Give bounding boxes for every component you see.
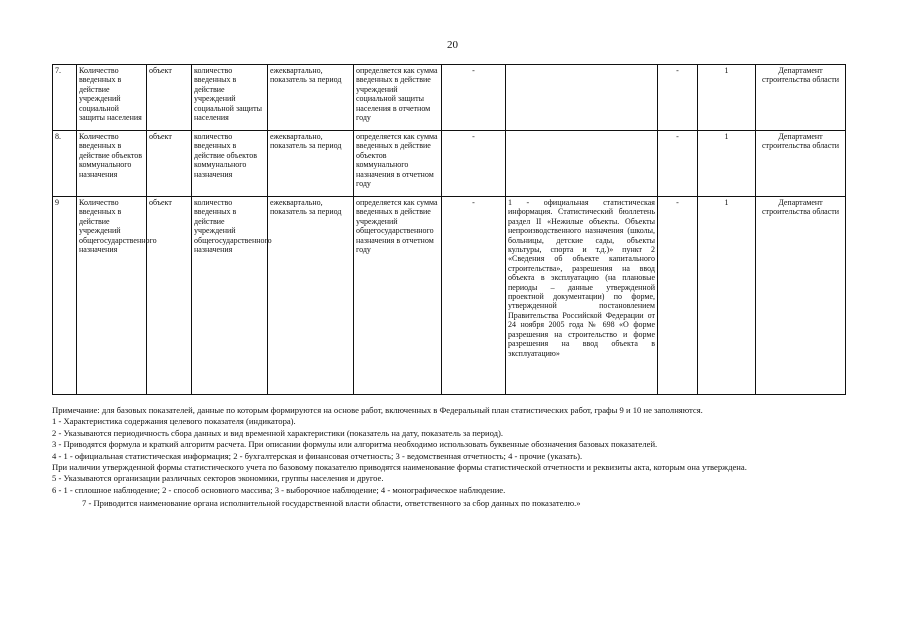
unit: объект (147, 65, 192, 131)
note-5: 5 - Указываются организации различных секторов экономики, группы населения и другое. (52, 473, 384, 484)
row-number: 8. (53, 131, 77, 197)
algorithm: определяется как сумма введенных в действие учреждений социальной защиты населения в отчетном году (354, 65, 442, 131)
base-indicators: - (442, 65, 506, 131)
definition: количество введенных в действие объектов коммунального назначения (192, 131, 268, 197)
indicators-table (52, 64, 846, 395)
indicator-name: Количество введенных в действие объектов коммунального назначения (77, 131, 147, 197)
base-indicators: - (442, 131, 506, 197)
collection-method (506, 131, 658, 197)
definition: количество введенных в действие учреждений социальной защиты населения (192, 65, 268, 131)
note-1: 1 - Характеристика содержания целевого показателя (индикатора). (52, 416, 296, 427)
algorithm: определяется как сумма введенных в действие объектов коммунального назначения в отчетном году (354, 131, 442, 197)
note-4-continued: При наличии утвержденной формы статистического учета по базовому показателю приводятся наименование формы статистической отчетности и реквизиты акта, которым она утверждена. (52, 462, 747, 473)
unit: объект (147, 131, 192, 197)
column-9: - (658, 131, 698, 197)
table-row (53, 65, 846, 131)
column-10: 1 (698, 65, 756, 131)
column-9: - (658, 65, 698, 131)
unit: объект (147, 197, 192, 395)
table-row (53, 131, 846, 197)
column-9: - (658, 197, 698, 395)
note-6: 6 - 1 - сплошное наблюдение; 2 - способ основного массива; 3 - выборочное наблюдение; 4 - монографическое наблюдение. (52, 484, 506, 495)
collection-method: 1 - официальная статистическая информация. Статистический бюллетень раздел II «Нежилые объекты. Объекты непроизводственного назначения (школы, больницы, детские сады, объекты культуры, спорта и т.д.)» пункт 2 «Сведения об объекте капитального строительства», разрешения на ввод объекта в эксплуатацию (на плановые периоды – данные утвержденной проектной документации) по форме, утвержденной постановлением Правительства Российской Федерации от 24 ноября 2005 года № 698 «О форме разрешения на строительство и форме разрешения на ввод объекта в эксплуатацию» (506, 197, 658, 395)
row-number: 9 (53, 197, 77, 395)
periodicity: ежеквартально, показатель за период (268, 197, 354, 395)
column-10: 1 (698, 197, 756, 395)
base-indicators: - (442, 197, 506, 395)
notes-section (52, 405, 847, 510)
note-4: 4 - 1 - официальная статистическая информация; 2 - бухгалтерская и финансовая отчетность; 3 - ведомственная отчетность; 4 - прочие (указать). (52, 450, 583, 461)
note-3: 3 - Приводятся формула и краткий алгоритм расчета. При описании формулы или алгоритма необходимо использовать буквенные обозначения базовых показателей. (52, 439, 658, 450)
responsible-body: Департамент строительства области (756, 197, 846, 395)
note-intro: Примечание: для базовых показателей, данные по которым формируются на основе работ, включенных в Федеральный план статистических работ, графы 9 и 10 не заполняются. (52, 405, 703, 415)
indicator-name: Количество введенных в действие учреждений социальной защиты населения (77, 65, 147, 131)
algorithm: определяется как сумма введенных в действие учреждений общегосударственного назначения в отчетном году (354, 197, 442, 395)
page-number: 20 (447, 39, 458, 51)
collection-method (506, 65, 658, 131)
row-number: 7. (53, 65, 77, 131)
responsible-body: Департамент строительства области (756, 65, 846, 131)
table-row (53, 197, 846, 395)
definition: количество введенных в действие учреждений общегосударственного назначения (192, 197, 268, 395)
note-7: 7 - Приводится наименование органа исполнительной государственной власти области, ответственного за сбор данных по показателю.» (82, 498, 581, 509)
column-10: 1 (698, 131, 756, 197)
responsible-body: Департамент строительства области (756, 131, 846, 197)
note-2: 2 - Указываются периодичность сбора данных и вид временной характеристики (показатель на дату, показатель за период). (52, 427, 504, 438)
periodicity: ежеквартально, показатель за период (268, 131, 354, 197)
indicator-name: Количество введенных в действие учреждений общегосударственного назначения (77, 197, 147, 395)
periodicity: ежеквартально, показатель за период (268, 65, 354, 131)
